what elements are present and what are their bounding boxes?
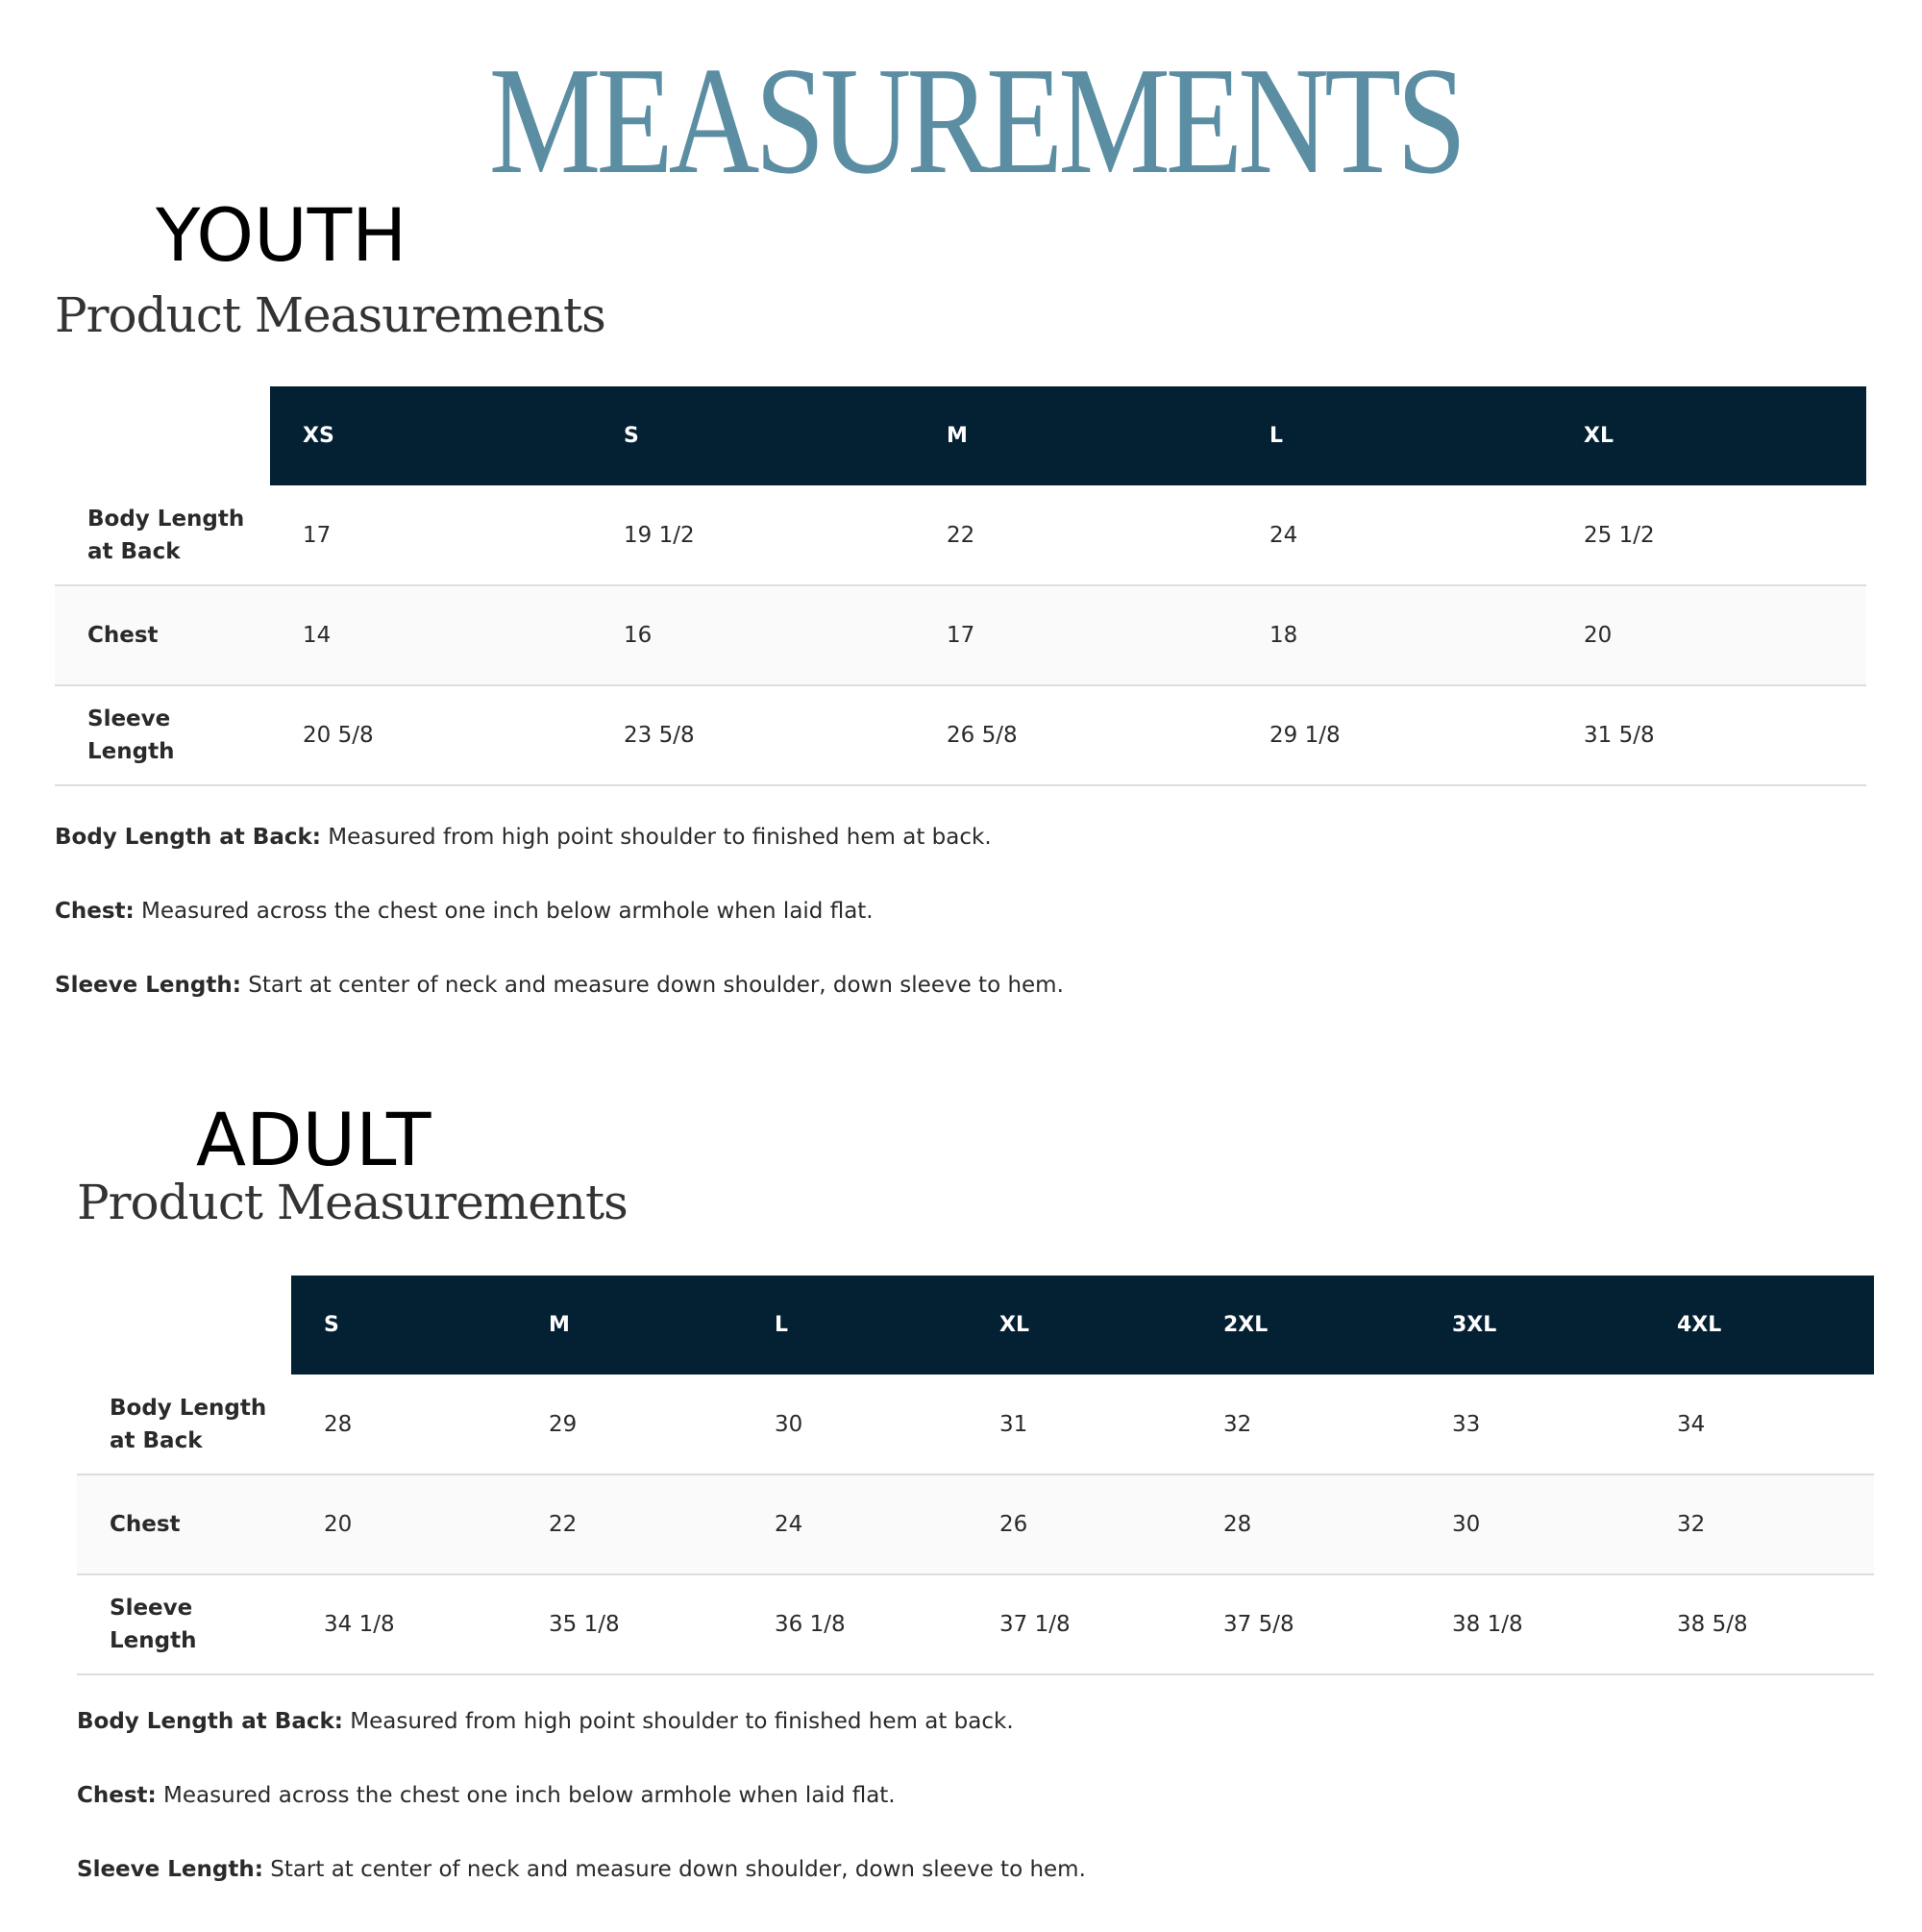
table-cell: 32 <box>1677 1512 1706 1537</box>
table-header-row <box>55 386 1866 485</box>
column-header: XL <box>1551 386 1866 485</box>
table-row <box>55 585 1866 685</box>
page-title: MEASUREMENTS <box>488 35 1463 206</box>
note-term: Chest: <box>77 1783 157 1808</box>
table-cell: 18 <box>1269 623 1298 648</box>
note-item <box>55 826 1064 850</box>
note-item <box>55 900 1064 924</box>
note-item <box>77 1858 1086 1882</box>
note-term: Sleeve Length: <box>77 1857 263 1882</box>
table-cell: 31 <box>999 1411 1028 1437</box>
table-cell: 38 1/8 <box>1452 1612 1523 1637</box>
table-row <box>55 685 1866 785</box>
table-cell: 33 <box>1452 1411 1481 1437</box>
column-header: S <box>291 1276 516 1375</box>
table-cell: 34 <box>1677 1411 1706 1437</box>
table-cell: 35 1/8 <box>549 1612 620 1637</box>
table-cell: 24 <box>775 1512 803 1537</box>
column-header: XL <box>967 1276 1191 1375</box>
table-cell: 19 1/2 <box>624 522 695 548</box>
row-label: Sleeve Length <box>87 706 175 764</box>
table-cell: 32 <box>1223 1411 1252 1437</box>
table-cell: 17 <box>947 623 975 648</box>
table-header-row <box>77 1276 1874 1375</box>
column-header: 4XL <box>1644 1276 1874 1375</box>
row-label: Chest <box>110 1512 181 1537</box>
column-header: 2XL <box>1191 1276 1419 1375</box>
table-cell: 26 5/8 <box>947 723 1018 748</box>
note-item <box>77 1710 1086 1734</box>
youth-subtitle: Product Measurements <box>55 287 605 343</box>
note-term: Sleeve Length: <box>55 973 241 998</box>
table-cell: 29 1/8 <box>1269 723 1341 748</box>
column-header: M <box>516 1276 742 1375</box>
note-term: Body Length at Back: <box>55 825 321 850</box>
column-header: XS <box>270 386 591 485</box>
header-corner <box>77 1276 291 1375</box>
table-cell: 16 <box>624 623 653 648</box>
table-row <box>55 485 1866 585</box>
column-header: 3XL <box>1419 1276 1644 1375</box>
table-cell: 22 <box>947 522 975 548</box>
note-text: Measured from high point shoulder to finished hem at back. <box>320 825 992 850</box>
adult-notes <box>77 1710 1086 1932</box>
table-cell: 37 5/8 <box>1223 1612 1294 1637</box>
table-cell: 28 <box>1223 1512 1252 1537</box>
note-item <box>77 1784 1086 1808</box>
table-cell: 14 <box>303 623 332 648</box>
note-text: Measured across the chest one inch below armhole when laid flat. <box>134 899 874 924</box>
table-cell: 26 <box>999 1512 1028 1537</box>
table-cell: 30 <box>775 1411 803 1437</box>
note-term: Body Length at Back: <box>77 1709 343 1734</box>
note-term: Chest: <box>55 899 135 924</box>
adult-heading: ADULT <box>196 1097 431 1182</box>
table-cell: 17 <box>303 522 332 548</box>
table-cell: 30 <box>1452 1512 1481 1537</box>
table-cell: 20 <box>324 1512 353 1537</box>
column-header: S <box>591 386 914 485</box>
row-label: Body Length at Back <box>110 1395 267 1453</box>
table-row <box>77 1474 1874 1574</box>
table-cell: 23 5/8 <box>624 723 695 748</box>
column-header: M <box>914 386 1237 485</box>
table-cell: 20 <box>1584 623 1613 648</box>
adult-subtitle: Product Measurements <box>77 1175 628 1230</box>
table-cell: 34 1/8 <box>324 1612 395 1637</box>
column-header: L <box>742 1276 967 1375</box>
youth-heading: YOUTH <box>156 192 407 278</box>
note-text: Measured across the chest one inch below armhole when laid flat. <box>156 1783 896 1808</box>
table-cell: 22 <box>549 1512 578 1537</box>
table-cell: 37 1/8 <box>999 1612 1071 1637</box>
table-cell: 24 <box>1269 522 1298 548</box>
note-text: Measured from high point shoulder to finished hem at back. <box>342 1709 1014 1734</box>
note-text: Start at center of neck and measure down shoulder, down sleeve to hem. <box>240 973 1064 998</box>
adult-size-table <box>77 1276 1874 1675</box>
note-text: Start at center of neck and measure down shoulder, down sleeve to hem. <box>262 1857 1086 1882</box>
table-cell: 31 5/8 <box>1584 723 1655 748</box>
header-corner <box>55 386 270 485</box>
row-label: Sleeve Length <box>110 1596 197 1653</box>
youth-notes <box>55 826 1064 1048</box>
column-header: L <box>1237 386 1551 485</box>
table-row <box>77 1574 1874 1674</box>
table-cell: 36 1/8 <box>775 1612 846 1637</box>
note-item <box>55 974 1064 998</box>
table-cell: 28 <box>324 1411 353 1437</box>
table-cell: 20 5/8 <box>303 723 374 748</box>
table-cell: 25 1/2 <box>1584 522 1655 548</box>
row-label: Body Length at Back <box>87 506 245 564</box>
table-cell: 38 5/8 <box>1677 1612 1748 1637</box>
table-cell: 29 <box>549 1411 578 1437</box>
youth-size-table <box>55 386 1866 786</box>
table-row <box>77 1375 1874 1474</box>
row-label: Chest <box>87 623 159 648</box>
